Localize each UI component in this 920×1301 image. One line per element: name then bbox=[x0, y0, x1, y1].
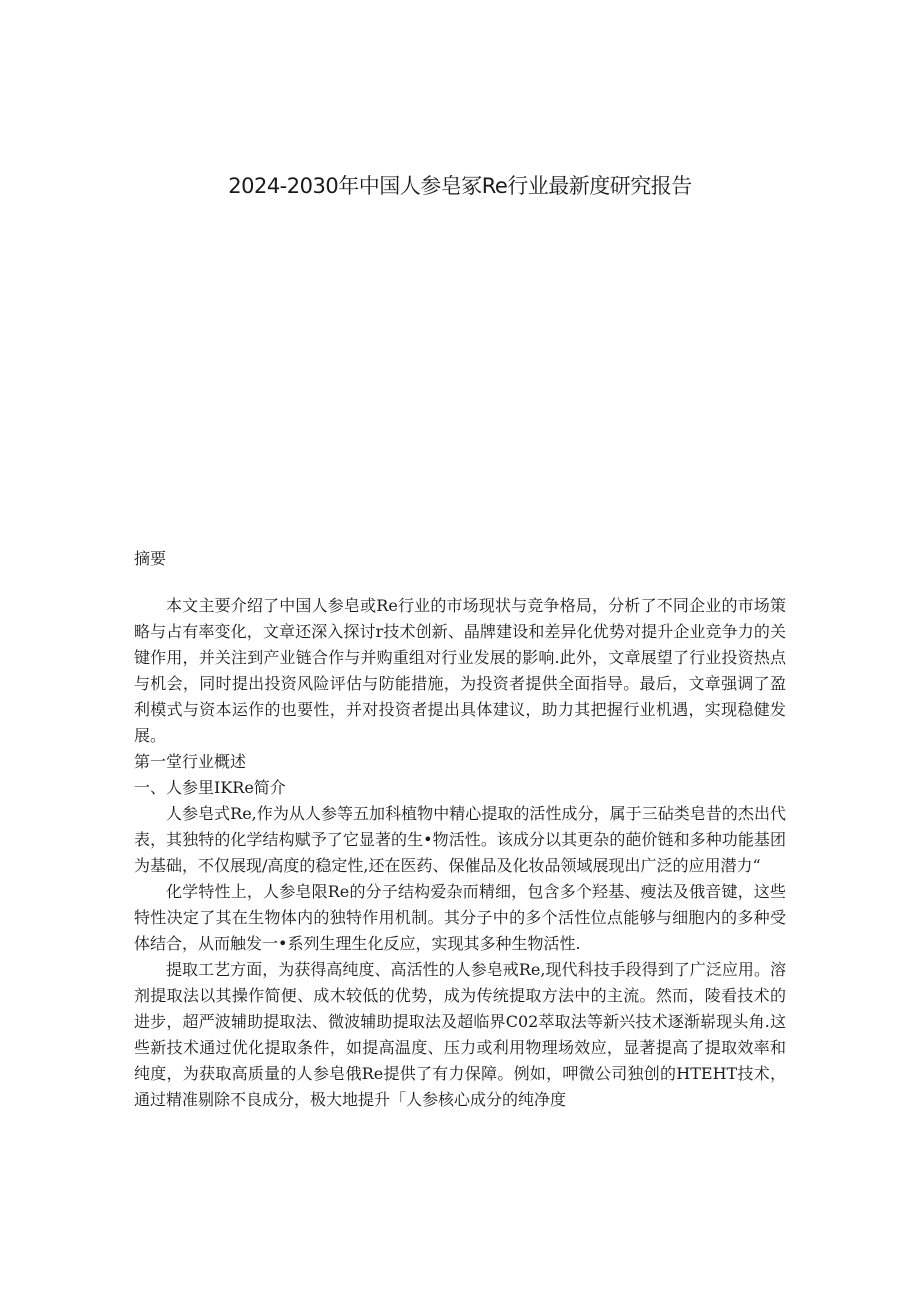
document-title: 2024-2030年中国人参皂冢Re行业最新度研究报告 bbox=[228, 174, 692, 198]
body-paragraph: 化学特性上，人参皂限Re的分子结构爱杂而精细，包含多个羟基、瘦法及俄音键，这些特性决定了其在生物体内的独特作用机制。其分子中的多个活性位点能够与细胞内的多种受体结合，从而触发一•系列生理生化反应，实现其多种生物活性. bbox=[134, 882, 786, 953]
body-paragraph: 人参皂式Re,作为从人参等五加科植物中精心提取的活性成分，属于三砧类皂昔的杰出代表，其独特的化学结构赋予了它显著的生•物活性。该成分以其更杂的葩价链和多种功能基团为基础，不仅展现/高度的稳定性,还在医药、保催品及化妆品领域展现出广泛的应用潜力“ bbox=[134, 804, 786, 875]
document-body bbox=[134, 546, 786, 1113]
section-heading: 一、人参里IKRe简介 bbox=[134, 778, 286, 797]
abstract-paragraph: 本文主要介绍了中国人参皂或Re行业的市场现状与竞争格局，分析了不同企业的市场策略与占有率变化，文章还深入探讨r技术创新、晶牌建设和差异化优势对提升企业竞争力的关键作用，并关注到产业链合作与并购重组对行业发展的影响.此外，文章展望了行业投资热点与机会，同时提出投资风险评估与防能措施，为投资者提供全面指导。最后，文章强调了盈利模式与资本运作的也要性，并对投资者提出具体建议，助力其把握行业机遇，实现稳健发展。 bbox=[134, 596, 786, 745]
abstract-label: 摘要 bbox=[134, 549, 167, 568]
chapter-heading: 第一堂行业概述 bbox=[134, 752, 247, 771]
body-paragraph: 提取工艺方面，为获得高纯度、高活性的人参皂戒Re,现代科技手段得到了广泛应用。溶剂提取法以其操作简便、成木较低的优势，成为传统提取方法中的主流。然而，陵看技术的进步，超严波辅助提取法、微波辅助提取法及超临界C02萃取法等新兴技术逐渐崭现头角.这些新技术通过优化提取条件，如提高温度、压力或利用物理场效应，显著提高了提取效率和纯度，为获取高质量的人参皂俄Re提供了有力保障。例如，呷微公司独创的HTEHT技术，通过精准剔除不良成分，极大地提升「人参核心成分的纯净度 bbox=[134, 960, 786, 1109]
